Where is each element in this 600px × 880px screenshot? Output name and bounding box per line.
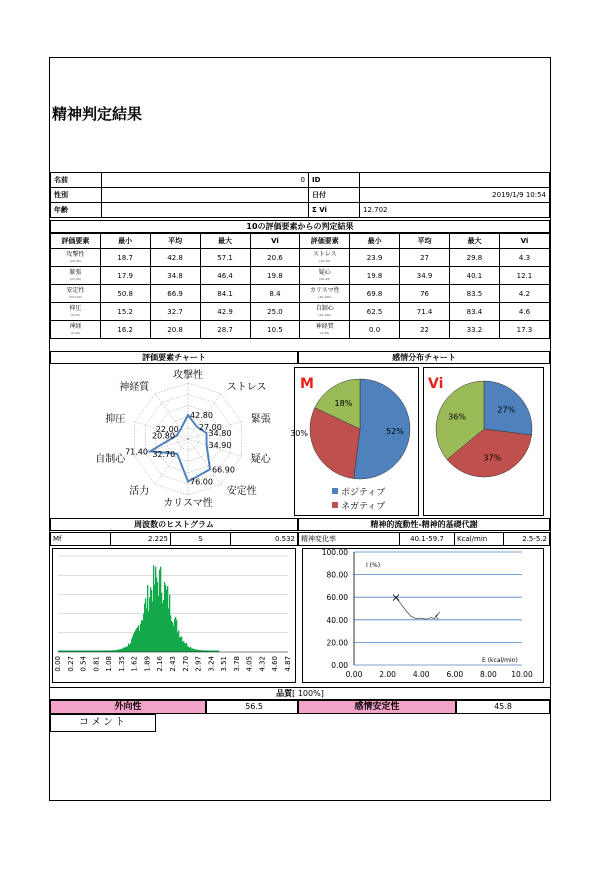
row-name: 神経	[69, 322, 82, 330]
row-range: (40-100)	[318, 294, 332, 299]
pie-label: 52%	[386, 427, 404, 437]
row-name: 緊張	[69, 268, 82, 276]
results-header-4: Vi	[250, 234, 300, 249]
hist-tick-label: 4.05	[245, 656, 254, 672]
emotional-stability-label: 感情安定性	[298, 700, 456, 714]
mf-label: Mf	[51, 533, 111, 546]
cell-vi: 4.6	[499, 303, 549, 321]
table-row	[51, 321, 550, 339]
cell-min: 16.2	[100, 321, 150, 339]
table-row	[51, 249, 550, 267]
line-x-tick-label: 8.00	[480, 670, 497, 679]
mental-table	[298, 532, 550, 546]
pie-label: 18%	[334, 398, 353, 408]
cell-max: 83.4	[450, 303, 500, 321]
cell-max: 46.4	[200, 267, 250, 285]
radar-value-label: 34.80	[208, 428, 232, 438]
cell-vi: 17.3	[499, 321, 549, 339]
hist-tick-label: 4.32	[258, 656, 267, 672]
cell-avg: 34.9	[400, 267, 450, 285]
cell-vi: 12.1	[499, 267, 549, 285]
cell-max: 57.1	[200, 249, 250, 267]
date-label: 日付	[309, 188, 360, 203]
hist-tick-label: 3.78	[232, 656, 241, 672]
cell-max: 40.1	[450, 267, 500, 285]
line-y-tick-label: 80.00	[326, 570, 348, 580]
row-range: (20-40)	[319, 276, 331, 281]
age-label: 年齢	[51, 203, 102, 218]
cell-max: 42.9	[200, 303, 250, 321]
radar-chart	[52, 366, 296, 516]
cell-avg: 34.8	[150, 267, 200, 285]
cell-avg: 20.8	[150, 321, 200, 339]
mental-value: 2.5-5.2	[504, 533, 550, 546]
s-value: 0.532	[231, 533, 298, 546]
hist-tick-label: 4.60	[271, 656, 280, 672]
legend-label: ネガティブ	[341, 502, 386, 512]
hist-tick-label: 0.00	[54, 656, 62, 672]
results-header-6: 最小	[350, 234, 400, 249]
line-y-tick-label: 100.00	[321, 548, 348, 557]
row-range: (0-40)	[320, 330, 330, 335]
row-name: 自制心	[315, 304, 334, 312]
results-header-0: 評価要素	[51, 234, 101, 249]
row-name: ストレス	[312, 250, 337, 258]
hist-tick-label: 0.54	[79, 656, 88, 672]
row-range: (15-40)	[69, 276, 81, 281]
results-header-8: 最大	[450, 234, 500, 249]
svi-value: 12.702	[360, 203, 550, 218]
emotion-section-title: 感情分布チャート	[298, 351, 550, 364]
row-name-cell	[300, 321, 350, 339]
cell-min: 62.5	[350, 303, 400, 321]
cell-min: 69.8	[350, 285, 400, 303]
row-range: (50-100)	[68, 294, 82, 299]
cell-min: 19.8	[350, 267, 400, 285]
row-name: 神経質	[315, 322, 334, 330]
age-value	[102, 203, 309, 218]
cell-vi: 25.0	[250, 303, 300, 321]
line-x-tick-label: 2.00	[379, 670, 396, 679]
extroversion-label: 外向性	[50, 700, 206, 714]
cell-vi: 4.2	[499, 285, 549, 303]
mental-range: 40.1-59.7	[400, 533, 455, 546]
info-table	[50, 172, 550, 218]
row-name-cell	[51, 321, 101, 339]
row-name: 安定性	[66, 286, 85, 294]
row-name-cell	[51, 267, 101, 285]
radar-value-label: 71.40	[125, 447, 148, 457]
row-name-cell	[51, 303, 101, 321]
radar-category-label: 抑圧	[105, 414, 126, 426]
s-label: S	[171, 533, 231, 546]
table-row	[51, 285, 550, 303]
hist-tick-label: 3.51	[220, 656, 229, 672]
hist-tick-label: 2.70	[181, 656, 190, 672]
cell-min: 23.9	[350, 249, 400, 267]
hist-tick-label: 2.16	[156, 656, 165, 672]
radar-section-title: 評価要素チャート	[50, 351, 298, 364]
cell-max: 84.1	[200, 285, 250, 303]
results-header-1: 最小	[100, 234, 150, 249]
hist-tick-label: 1.62	[130, 656, 139, 672]
pie-charts	[290, 367, 546, 516]
legend-swatch	[332, 502, 338, 508]
hist-tick-label: 3.24	[207, 656, 216, 672]
pie-label: 27%	[497, 405, 516, 415]
date-value: 2019/1/9 10:54	[360, 188, 550, 203]
hist-section-title: 周波数のヒストグラム	[50, 518, 298, 531]
results-header-9: Vi	[499, 234, 549, 249]
hist-tick-label: 1.35	[117, 656, 126, 672]
pie-title: M	[300, 376, 314, 392]
cell-avg: 66.9	[150, 285, 200, 303]
line-x-tick-label: 4.00	[412, 670, 430, 679]
legend-swatch	[332, 488, 338, 494]
radar-category-label: 安定性	[226, 485, 257, 497]
results-table	[50, 233, 550, 339]
hist-tick-label: 4.87	[284, 656, 292, 672]
hist-tick-label: 1.08	[105, 656, 114, 672]
results-header-2: 平均	[150, 234, 200, 249]
line-y-tick-label: 20.00	[326, 638, 348, 648]
hist-tick-label: 2.43	[169, 656, 177, 672]
row-name-cell	[51, 249, 101, 267]
comment-label: コメント	[50, 714, 156, 732]
cell-min: 15.2	[100, 303, 150, 321]
line-x-tick-label: 6.00	[446, 670, 464, 679]
cell-max: 29.8	[450, 249, 500, 267]
name-label: 名前	[51, 173, 102, 188]
cell-min: 17.9	[100, 267, 150, 285]
name-value: 0	[102, 173, 309, 188]
row-name-cell	[300, 267, 350, 285]
pie-title: Vi	[428, 376, 444, 392]
radar-category-label: 緊張	[250, 414, 271, 426]
quality-label: 品質	[276, 689, 293, 698]
cell-min: 50.8	[100, 285, 150, 303]
row-range: (0-20)	[70, 330, 80, 335]
mental-unit: Kcal/min	[455, 533, 504, 546]
mental-section-title: 精神的流動性-精神的基礎代謝	[298, 518, 550, 531]
emotional-stability-value: 45.8	[456, 700, 550, 714]
mental-label: 精神変化率	[299, 533, 400, 546]
cell-avg: 27	[400, 249, 450, 267]
id-label: ID	[309, 173, 360, 188]
results-header-3: 最大	[200, 234, 250, 249]
cell-min: 0.0	[350, 321, 400, 339]
radar-category-label: 攻撃性	[173, 370, 203, 381]
row-range: (20-40)	[69, 258, 81, 263]
cell-avg: 76	[400, 285, 450, 303]
results-title: 10の評価要素からの判定結果	[50, 220, 550, 233]
quality-row	[50, 687, 550, 700]
line-chart	[302, 548, 544, 683]
radar-value-label: 22.00	[155, 425, 179, 435]
cell-avg: 42.8	[150, 249, 200, 267]
cell-avg: 32.7	[150, 303, 200, 321]
radar-value-label: 76.00	[190, 477, 213, 487]
hist-tick-label: 0.81	[92, 656, 101, 672]
svi-label: Σ Vi	[309, 203, 360, 218]
cell-max: 83.5	[450, 285, 500, 303]
row-range: (0-20)	[70, 312, 80, 317]
radar-value-label: 42.80	[190, 411, 213, 421]
cell-vi: 19.8	[250, 267, 300, 285]
radar-category-label: 疑心	[250, 453, 271, 465]
radar-category-label: 神経質	[119, 382, 150, 394]
radar-value-label: 34.90	[208, 441, 232, 451]
cell-max: 33.2	[450, 321, 500, 339]
radar-category-label: 活力	[129, 485, 150, 497]
pie-label: 30%	[290, 429, 308, 438]
row-name-cell	[51, 285, 101, 303]
extroversion-value: 56.5	[206, 700, 298, 714]
row-name: カリスマ性	[309, 286, 340, 294]
quality-value: [ 100%]	[292, 689, 324, 698]
cell-vi: 10.5	[250, 321, 300, 339]
pie-label: 36%	[448, 412, 466, 422]
row-range: (50-100)	[318, 312, 332, 317]
line-x-label: E (kcal/min)	[482, 657, 518, 664]
gender-value	[102, 188, 309, 203]
cell-avg: 22	[400, 321, 450, 339]
row-name: 攻撃性	[66, 250, 85, 258]
radar-category-label: ストレス	[226, 382, 267, 394]
hist-tick-label: 2.97	[194, 656, 203, 672]
page-title: 精神判定結果	[52, 105, 143, 123]
id-value	[360, 173, 550, 188]
line-x-tick-label: 10.00	[511, 670, 533, 679]
row-name-cell	[300, 249, 350, 267]
cell-vi: 8.4	[250, 285, 300, 303]
radar-category-label: カリスマ性	[163, 498, 213, 509]
pie-label: 37%	[483, 453, 502, 463]
line-y-label: I (%)	[366, 562, 381, 569]
mf-value: 2.225	[111, 533, 171, 546]
legend-label: ポジティブ	[341, 488, 386, 498]
row-name-cell	[300, 285, 350, 303]
radar-value-label: 32.70	[152, 449, 176, 459]
row-name: 疑心	[318, 268, 331, 276]
gender-label: 性別	[51, 188, 102, 203]
row-range: (20-40)	[319, 258, 331, 263]
radar-value-label: 66.90	[212, 465, 235, 475]
line-series	[396, 598, 440, 620]
radar-category-label: 自制心	[95, 453, 126, 465]
freq-table	[50, 532, 298, 546]
radar-value-label: 27.00	[198, 422, 222, 432]
results-header-5: 評価要素	[300, 234, 350, 249]
table-row	[51, 303, 550, 321]
cell-max: 28.7	[200, 321, 250, 339]
cell-min: 18.7	[100, 249, 150, 267]
row-name: 抑圧	[69, 304, 82, 312]
line-x-tick-label: 0.00	[345, 670, 363, 679]
line-y-tick-label: 60.00	[326, 593, 348, 603]
results-header-7: 平均	[400, 234, 450, 249]
cell-avg: 71.4	[400, 303, 450, 321]
hist-tick-label: 0.27	[66, 656, 75, 672]
table-row	[51, 267, 550, 285]
row-name-cell	[300, 303, 350, 321]
line-y-tick-label: 0.00	[331, 661, 348, 670]
hist-tick-label: 1.89	[143, 656, 152, 672]
line-y-tick-label: 40.00	[326, 615, 348, 625]
cell-vi: 20.6	[250, 249, 300, 267]
histogram-chart	[52, 548, 296, 683]
cell-vi: 4.3	[499, 249, 549, 267]
radar-value-label: 20.80	[152, 431, 175, 441]
